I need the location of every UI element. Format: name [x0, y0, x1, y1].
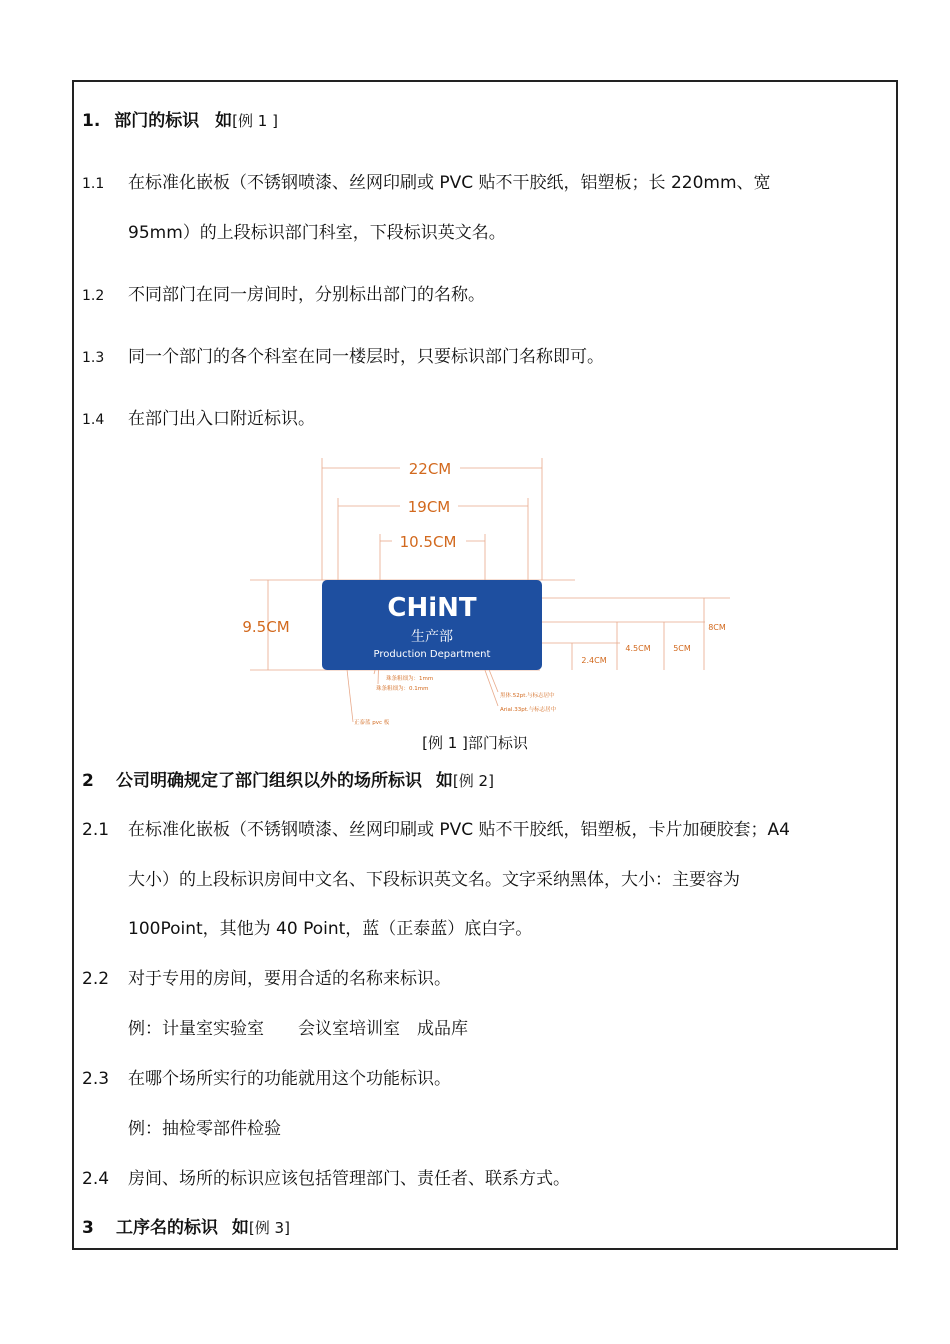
- section-1-heading: [82, 109, 278, 133]
- item-1-2: [82, 283, 485, 308]
- dim-22cm: 22CM: [408, 460, 452, 478]
- item-number: 2.1: [82, 820, 110, 840]
- dept-name-cn: 生产部: [411, 629, 453, 645]
- section-2-ref: [例 2]: [452, 772, 494, 790]
- section-2-ru: 如: [435, 771, 453, 791]
- section-2-number: 2: [82, 771, 94, 791]
- item-text: 同一个部门的各个科室在同一楼层时，只要标识部门名称即可。: [128, 347, 604, 367]
- section-1-ref: [例 1 ]: [232, 112, 278, 130]
- dim-5cm: 5CM: [673, 644, 691, 653]
- sign-diagram: [220, 452, 740, 732]
- section-2-title: 公司明确规定了部门组织以外的场所标识: [116, 771, 422, 791]
- item-text: 例：计量室实验室 会议室培训室 成品库: [128, 1019, 468, 1039]
- item-2-2-example: [128, 1017, 468, 1041]
- note-line-01mm: 珠条粗细为：0.1mm: [376, 686, 429, 692]
- item-number: 1.4: [82, 412, 105, 428]
- item-text: 100Point，其他为 40 Point，蓝（正泰蓝）底白字。: [128, 919, 533, 939]
- dim-4-5cm: 4.5CM: [625, 644, 651, 653]
- note-line-1mm: 珠条粗细为：1mm: [386, 676, 434, 682]
- item-text: 房间、场所的标识应该包括管理部门、责任者、联系方式。: [128, 1169, 570, 1189]
- figure-caption: [例 1 ]部门标识: [422, 734, 528, 752]
- item-text: 在标准化嵌板（不锈钢喷漆、丝网印刷或 PVC 贴不干胶纸，铝塑板，卡片加硬胶套；A4: [128, 820, 791, 840]
- item-1-4: [82, 407, 315, 432]
- item-text: 不同部门在同一房间时，分别标出部门的名称。: [128, 285, 485, 305]
- chint-logo: CHiNT: [387, 593, 477, 623]
- item-1-1: [82, 171, 771, 196]
- section-3-heading: [82, 1216, 290, 1240]
- item-2-3-example: [128, 1117, 281, 1141]
- item-number: 1.1: [82, 176, 105, 192]
- section-1-title: 部门的标识: [114, 111, 200, 131]
- item-text: 在哪个场所实行的功能就用这个功能标识。: [128, 1069, 451, 1089]
- item-text: 例：抽检零部件检验: [128, 1119, 281, 1139]
- item-2-4: [82, 1167, 570, 1191]
- item-2-1: [82, 818, 790, 842]
- dim-19cm: 19CM: [407, 498, 451, 516]
- section-3-ref: [例 3]: [248, 1219, 290, 1237]
- item-1-1-cont: [128, 221, 506, 245]
- item-2-1-cont2: [128, 917, 532, 941]
- dim-2-4cm: 2.4CM: [581, 656, 607, 665]
- item-number: 1.2: [82, 288, 105, 304]
- item-2-1-cont1: [128, 868, 740, 892]
- section-3-ru: 如: [231, 1218, 249, 1238]
- item-1-3: [82, 345, 604, 370]
- item-number: 1.3: [82, 350, 105, 366]
- section-3-number: 3: [82, 1218, 94, 1238]
- item-text: 95mm）的上段标识部门科室，下段标识英文名。: [128, 223, 506, 243]
- note-font-arial: Arial.33pt.与标志居中: [500, 707, 557, 713]
- item-number: 2.2: [82, 969, 110, 989]
- section-1-number: 1.: [82, 111, 101, 131]
- note-board: 正泰蓝 pvc 板: [354, 720, 390, 726]
- item-text: 对于专用的房间，要用合适的名称来标识。: [128, 969, 451, 989]
- section-2-heading: [82, 769, 494, 793]
- section-1-ru: 如: [215, 111, 233, 131]
- item-text: 大小）的上段标识房间中文名、下段标识英文名。文字采纳黑体，大小：主要容为: [128, 870, 740, 890]
- dim-10-5cm: 10.5CM: [399, 533, 457, 551]
- section-3-title: 工序名的标识: [116, 1218, 218, 1238]
- dim-9-5cm: 9.5CM: [242, 618, 290, 636]
- item-number: 2.4: [82, 1169, 110, 1189]
- dept-name-en: Production Department: [373, 649, 491, 660]
- item-2-3: [82, 1067, 451, 1091]
- item-2-2: [82, 967, 451, 991]
- item-text: 在部门出入口附近标识。: [128, 409, 315, 429]
- note-font-heiti: 黑体.52pt.与标志居中: [500, 693, 555, 699]
- item-text: 在标准化嵌板（不锈钢喷漆、丝网印刷或 PVC 贴不干胶纸，铝塑板；长 220mm、宽: [128, 173, 771, 193]
- dim-8cm: 8CM: [708, 623, 726, 632]
- item-number: 2.3: [82, 1069, 110, 1089]
